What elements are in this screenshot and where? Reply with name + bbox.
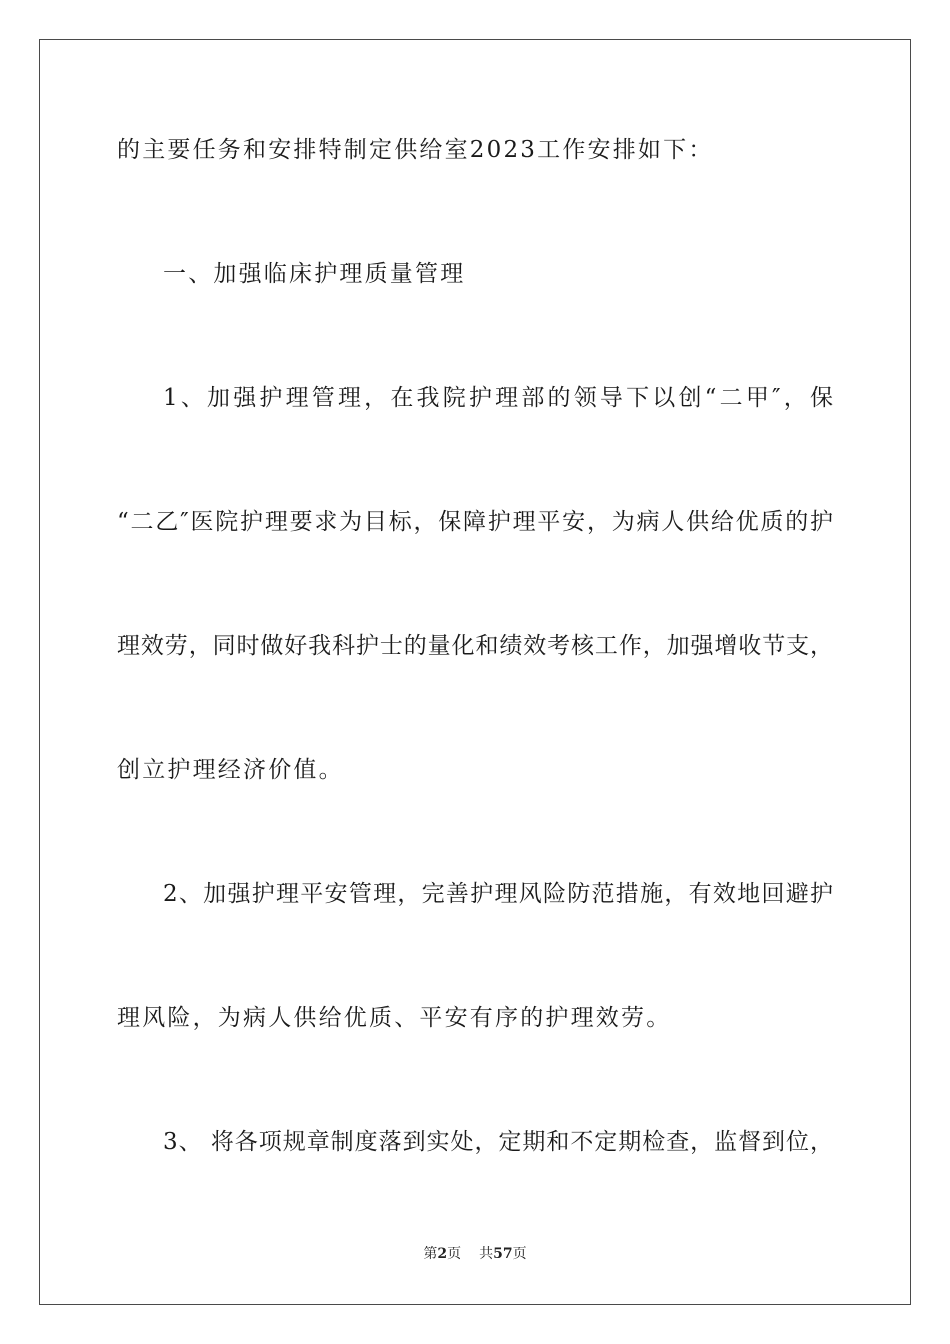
page-number: 2 (437, 1246, 448, 1262)
page-footer (0, 1245, 950, 1263)
total-prefix: 共 (479, 1246, 494, 1262)
paragraph-line: 理风险，为病人供给优质、平安有序的护理效劳。 (117, 1005, 672, 1031)
paragraph-line: 1、加强护理管理，在我院护理部的领导下以创“二甲″，保 (163, 385, 833, 411)
page-border (39, 39, 911, 1305)
paragraph-line: 2、加强护理平安管理，完善护理风险防范措施，有效地回避护 (163, 881, 833, 907)
section-heading: 一、加强临床护理质量管理 (163, 261, 466, 287)
paragraph-line: 的主要任务和安排特制定供给室2023工作安排如下： (117, 137, 714, 163)
paragraph-line: 理效劳，同时做好我科护士的量化和绩效考核工作，加强增收节支， (117, 633, 833, 659)
page-prefix: 第 (423, 1246, 438, 1262)
paragraph-line: 创立护理经济价值。 (117, 757, 344, 783)
total-suffix: 页 (512, 1246, 527, 1262)
page-suffix: 页 (447, 1246, 462, 1262)
paragraph-line: 3、 将各项规章制度落到实处，定期和不定期检查，监督到位， (163, 1129, 833, 1155)
total-pages: 57 (493, 1246, 513, 1262)
paragraph-line: “二乙″医院护理要求为目标，保障护理平安，为病人供给优质的护 (117, 509, 833, 535)
